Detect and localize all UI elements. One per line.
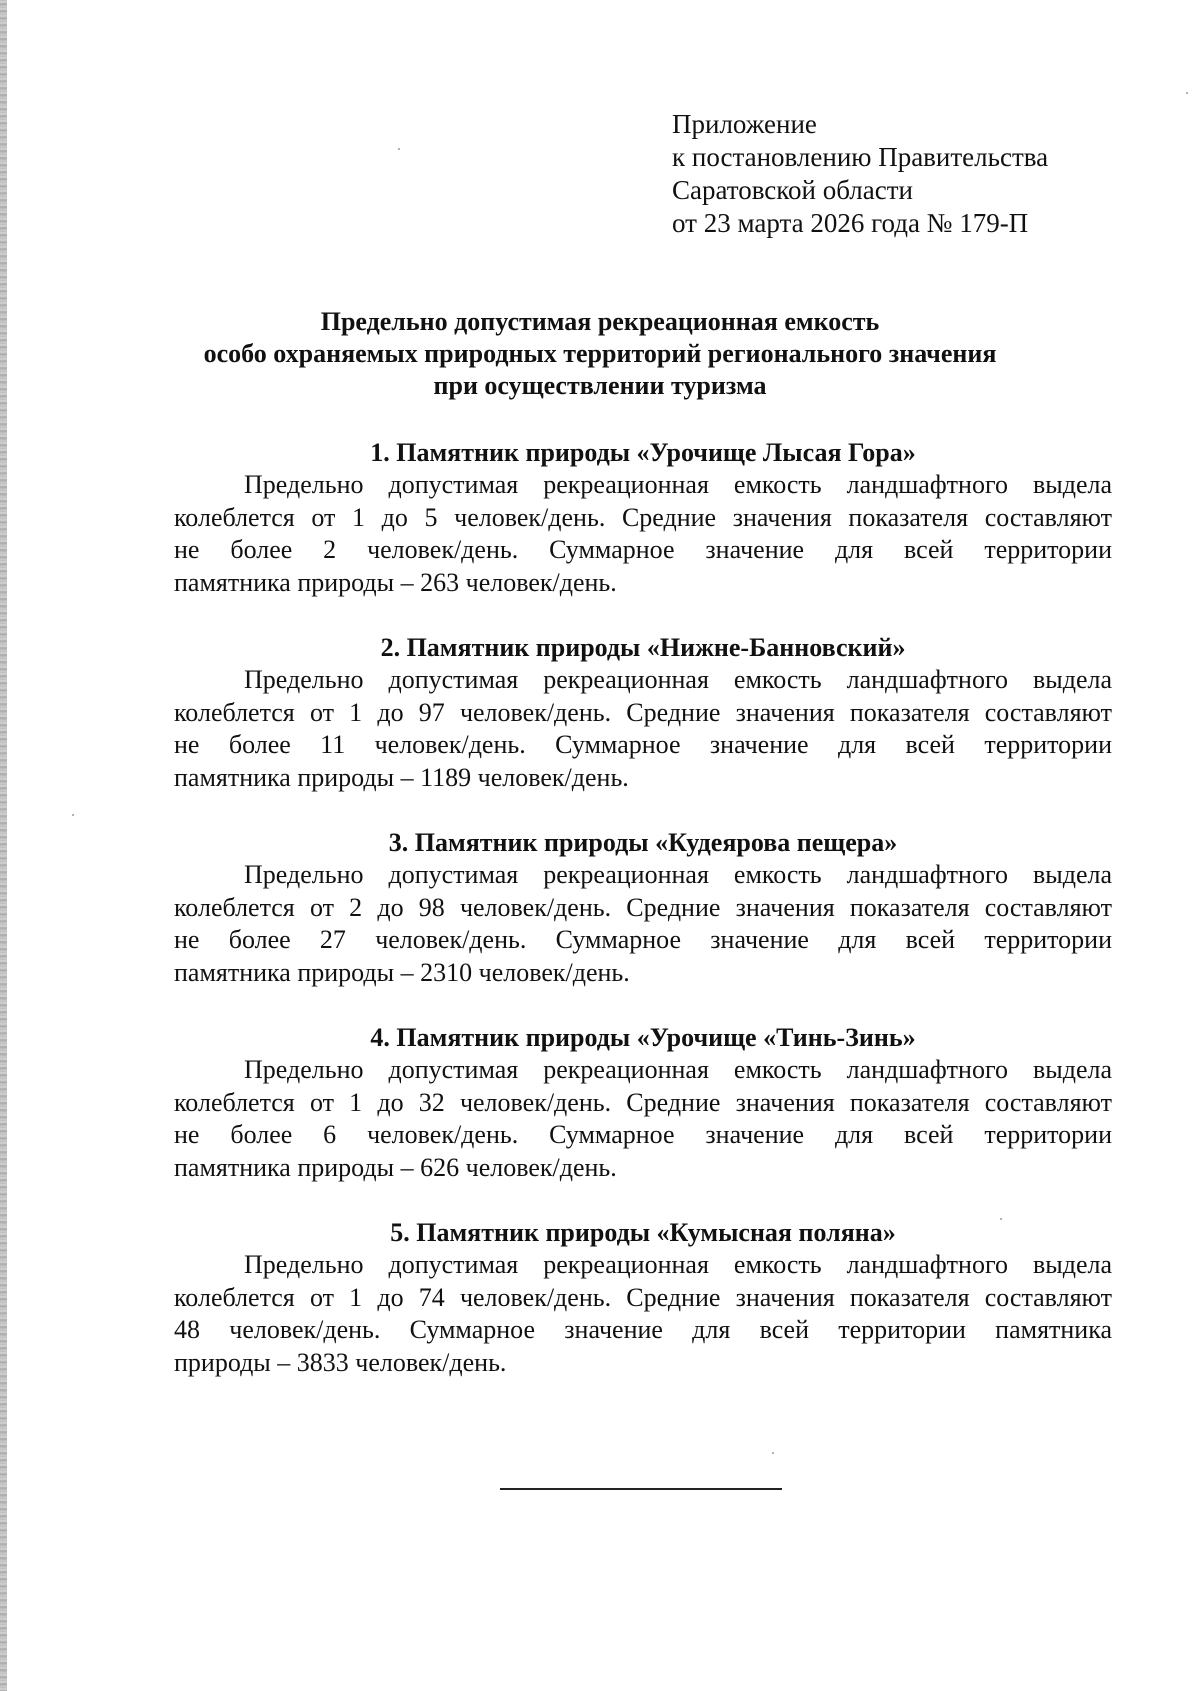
section-5: [174, 1216, 1112, 1379]
scan-speck: [398, 148, 400, 150]
appendix-line: к постановлению Правительства: [672, 142, 1049, 172]
appendix-block: [672, 108, 1048, 240]
paragraph-line: не более 11 человек/день. Суммарное значение для всей территории: [174, 730, 1112, 759]
paragraph-line: не более 27 человек/день. Суммарное значение для всей территории: [174, 925, 1112, 954]
paragraph-line: колеблется от 1 до 74 человек/день. Средние значения показателя составляют: [174, 1282, 1112, 1312]
paragraph-line: колеблется от 1 до 97 человек/день. Средние значения показателя составляют: [174, 697, 1112, 727]
paragraph-line: колеблется от 1 до 5 человек/день. Средние значения показателя составляют: [174, 502, 1112, 532]
paragraph-line: не более 2 человек/день. Суммарное значение для всей территории: [174, 535, 1112, 564]
paragraph-line: памятника природы – 1189 человек/день.: [174, 762, 629, 792]
section-heading: 2. Памятник природы «Нижне-Банновский»: [380, 633, 906, 662]
section-heading: 1. Памятник природы «Урочище Лысая Гора»: [370, 438, 916, 467]
paragraph-line: Предельно допустимая рекреационная емкость ландшафтного выдела: [244, 1250, 1112, 1279]
section-2: [174, 631, 1112, 794]
scan-speck: [772, 1452, 774, 1454]
section-heading: 5. Памятник природы «Кумысная поляна»: [390, 1218, 896, 1247]
paragraph-line: природы – 3833 человек/день.: [174, 1347, 507, 1377]
title-line: Предельно допустимая рекреационная емкость: [320, 307, 880, 336]
section-3: [174, 826, 1112, 989]
scan-left-edge: [0, 0, 7, 1691]
scan-speck: [1000, 1218, 1002, 1220]
scan-speck: [1186, 92, 1188, 94]
section-heading: 3. Памятник природы «Кудеярова пещера»: [388, 828, 898, 857]
appendix-line: Приложение: [672, 109, 817, 139]
appendix-line: Саратовской области: [672, 175, 913, 205]
paragraph-line: не более 6 человек/день. Суммарное значение для всей территории: [174, 1120, 1112, 1149]
title-line: при осуществлении туризма: [433, 371, 767, 400]
paragraph-line: памятника природы – 2310 человек/день.: [174, 957, 630, 987]
paragraph-line: памятника природы – 626 человек/день.: [174, 1152, 617, 1182]
paragraph-line: Предельно допустимая рекреационная емкость ландшафтного выдела: [244, 860, 1112, 889]
paragraph-line: Предельно допустимая рекреационная емкость ландшафтного выдела: [244, 470, 1112, 499]
paragraph-line: колеблется от 2 до 98 человек/день. Средние значения показателя составляют: [174, 892, 1112, 922]
paragraph-line: колеблется от 1 до 32 человек/день. Средние значения показателя составляют: [174, 1087, 1112, 1117]
section-heading: 4. Памятник природы «Урочище «Тинь-Зинь»: [370, 1023, 916, 1052]
paragraph-line: 48 человек/день. Суммарное значение для всей территории памятника: [174, 1315, 1112, 1344]
section-1: [174, 436, 1112, 599]
paragraph-line: памятника природы – 263 человек/день.: [174, 567, 617, 597]
paragraph-line: Предельно допустимая рекреационная емкость ландшафтного выдела: [244, 1055, 1112, 1084]
scan-speck: [72, 814, 74, 816]
section-4: [174, 1021, 1112, 1184]
appendix-line: от 23 марта 2026 года № 179-П: [672, 208, 1029, 238]
paragraph-line: Предельно допустимая рекреационная емкость ландшафтного выдела: [244, 665, 1112, 694]
document-title: [150, 306, 1050, 402]
end-of-document-rule: [500, 1488, 782, 1490]
title-line: особо охраняемых природных территорий регионального значения: [203, 339, 997, 368]
